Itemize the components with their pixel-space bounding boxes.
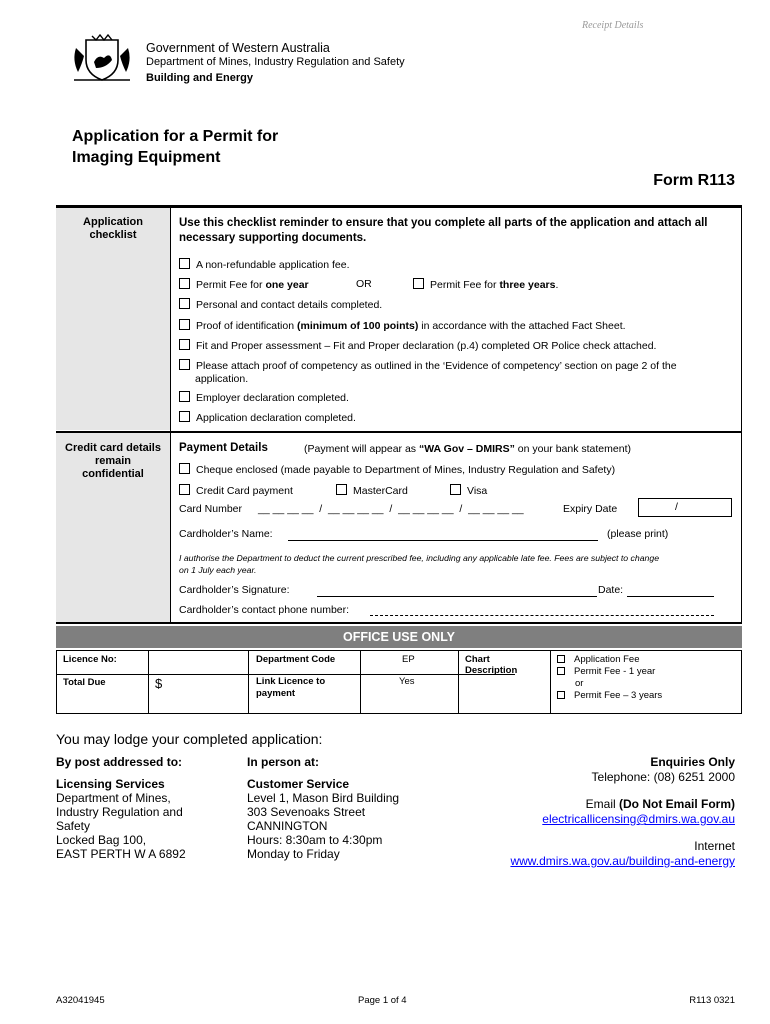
post-heading: By post addressed to:: [56, 755, 183, 769]
expiry-label: Expiry Date: [563, 503, 618, 515]
wa-crest-logo: [70, 34, 134, 84]
expiry-date-field[interactable]: /: [638, 498, 732, 517]
checkbox[interactable]: [450, 484, 461, 495]
checklist-item-identification[interactable]: Proof of identification (minimum of 100 points) in accordance with the attached Fact Sheet.: [179, 319, 626, 332]
checklist-intro: Use this checklist reminder to ensure that you complete all parts of the application and attach all necessary supporting documents.: [179, 217, 708, 244]
checklist-item-fee[interactable]: A non-refundable application fee.: [179, 258, 350, 271]
website-link[interactable]: www.dmirs.wa.gov.au/building-and-energy: [510, 854, 735, 868]
person-address: Customer Service Level 1, Mason Bird Building 303 Sevenoaks Street CANNINGTON Hours: 8:30am to 4:30pm Monday to Friday: [247, 777, 400, 861]
checkbox[interactable]: [179, 278, 190, 289]
col-divider: [248, 651, 249, 713]
checklist-item-competency[interactable]: Please attach proof of competency as outlined in the ‘Evidence of competency’ section on page 2 of the application.: [179, 359, 739, 386]
col-divider: [458, 651, 459, 713]
footer-form-version: R113 0321: [689, 995, 735, 1006]
fee-options: Application Fee Permit Fee - 1 year or Permit Fee – 3 years: [557, 654, 662, 702]
link-licence-value: Yes: [399, 676, 415, 687]
row-divider: [57, 674, 515, 675]
person-heading: In person at:: [247, 755, 320, 769]
fee-option-application[interactable]: Application Fee: [557, 654, 662, 666]
checkbox[interactable]: [179, 411, 190, 422]
checklist-item-personal[interactable]: Personal and contact details completed.: [179, 298, 382, 311]
checklist-item-permit-one-year[interactable]: Permit Fee for one year: [179, 278, 309, 291]
dollar-sign: $: [155, 676, 163, 691]
col-divider: [550, 651, 551, 713]
col-divider: [360, 651, 361, 713]
office-use-table: [56, 650, 742, 714]
email-link[interactable]: electricallicensing@dmirs.wa.gov.au: [542, 812, 735, 826]
checkbox[interactable]: [336, 484, 347, 495]
footer-page-number: Page 1 of 4: [358, 995, 407, 1006]
division-line: Building and Energy: [146, 72, 253, 84]
footer-doc-id: A32041945: [56, 995, 105, 1006]
cardholder-name-field[interactable]: [288, 540, 598, 541]
checkbox[interactable]: [179, 391, 190, 402]
phone-field[interactable]: [370, 615, 714, 616]
signature-field[interactable]: [317, 596, 597, 597]
fee-option-one-year[interactable]: Permit Fee - 1 year: [557, 666, 662, 678]
checkbox[interactable]: [557, 667, 565, 675]
gov-line: Government of Western Australia: [146, 41, 330, 55]
or-label: OR: [356, 278, 372, 290]
page-title: Application for a Permit for Imaging Equipment: [72, 128, 279, 166]
cheque-option[interactable]: Cheque enclosed (made payable to Department of Mines, Industry Regulation and Safety): [179, 463, 615, 476]
licence-no-label: Licence No:: [63, 654, 117, 665]
section-divider: [56, 622, 742, 624]
checklist-item-fit-proper[interactable]: Fit and Proper assessment – Fit and Proper declaration (p.4) completed OR Police check attached.: [179, 339, 656, 352]
post-address: Licensing Services Department of Mines, Industry Regulation and Safety Locked Bag 100, EAST PERTH W A 6892: [56, 777, 186, 861]
receipt-details-label: Receipt Details: [582, 20, 644, 31]
checkbox[interactable]: [179, 359, 190, 370]
card-number-field[interactable]: __ __ __ __ / __ __ __ __ / __ __ __ __ / __ __ __ __: [258, 503, 524, 515]
checkbox[interactable]: [179, 298, 190, 309]
date-label: Date:: [598, 584, 624, 596]
checkbox[interactable]: [179, 258, 190, 269]
card-number-label: Card Number: [179, 503, 243, 515]
checkbox[interactable]: [557, 691, 565, 699]
checkbox[interactable]: [179, 339, 190, 350]
checkbox[interactable]: [179, 463, 190, 474]
dept-code-value: EP: [402, 654, 415, 665]
fee-option-three-years[interactable]: Permit Fee – 3 years: [557, 690, 662, 702]
checklist-item-declaration[interactable]: Application declaration completed.: [179, 411, 356, 424]
checkbox[interactable]: [179, 484, 190, 495]
total-due-label: Total Due: [63, 677, 106, 688]
checkbox[interactable]: [557, 655, 565, 663]
please-print-label: (please print): [607, 528, 669, 540]
checklist-label: Application checklist: [83, 216, 143, 241]
payment-label: Credit card details remain confidential: [65, 442, 161, 480]
date-field[interactable]: [627, 596, 714, 597]
checklist-item-permit-three-years[interactable]: Permit Fee for three years.: [413, 278, 558, 291]
visa-option[interactable]: Visa: [450, 484, 487, 497]
chart-description-label: Chart Description: [465, 654, 518, 676]
dept-line: Department of Mines, Industry Regulation and Safety: [146, 56, 405, 68]
dept-code-label: Department Code: [256, 654, 336, 665]
link-licence-label: Link Licence to payment: [256, 676, 326, 699]
credit-card-option[interactable]: Credit Card payment: [179, 484, 293, 497]
signature-label: Cardholder’s Signature:: [179, 584, 290, 596]
form-number: Form R113: [653, 172, 735, 189]
office-use-banner: OFFICE USE ONLY: [56, 626, 742, 648]
mastercard-option[interactable]: MasterCard: [336, 484, 408, 497]
cardholder-name-label: Cardholder’s Name:: [179, 528, 273, 540]
payment-heading: Payment Details: [179, 442, 268, 454]
vertical-divider: [170, 208, 171, 622]
checklist-item-employer[interactable]: Employer declaration completed.: [179, 391, 349, 404]
enquiries-block: Enquiries Only Telephone: (08) 6251 2000 Email (Do Not Email Form) electricallicensing@dmirs.wa.gov.au Internet www.dmirs.wa.gov.au/building-and-energy: [510, 755, 735, 868]
col-divider: [148, 651, 149, 713]
checkbox[interactable]: [413, 278, 424, 289]
lodge-heading: You may lodge your completed application:: [56, 731, 323, 747]
right-border: [741, 208, 742, 622]
checkbox[interactable]: [179, 319, 190, 330]
payment-note: (Payment will appear as “WA Gov – DMIRS” on your bank statement): [304, 443, 631, 455]
authorisation-text: I authorise the Department to deduct the current prescribed fee, including any applicable late fee. Fees are subject to change on 1 July each year.: [179, 553, 660, 575]
phone-label: Cardholder’s contact phone number:: [179, 604, 350, 616]
